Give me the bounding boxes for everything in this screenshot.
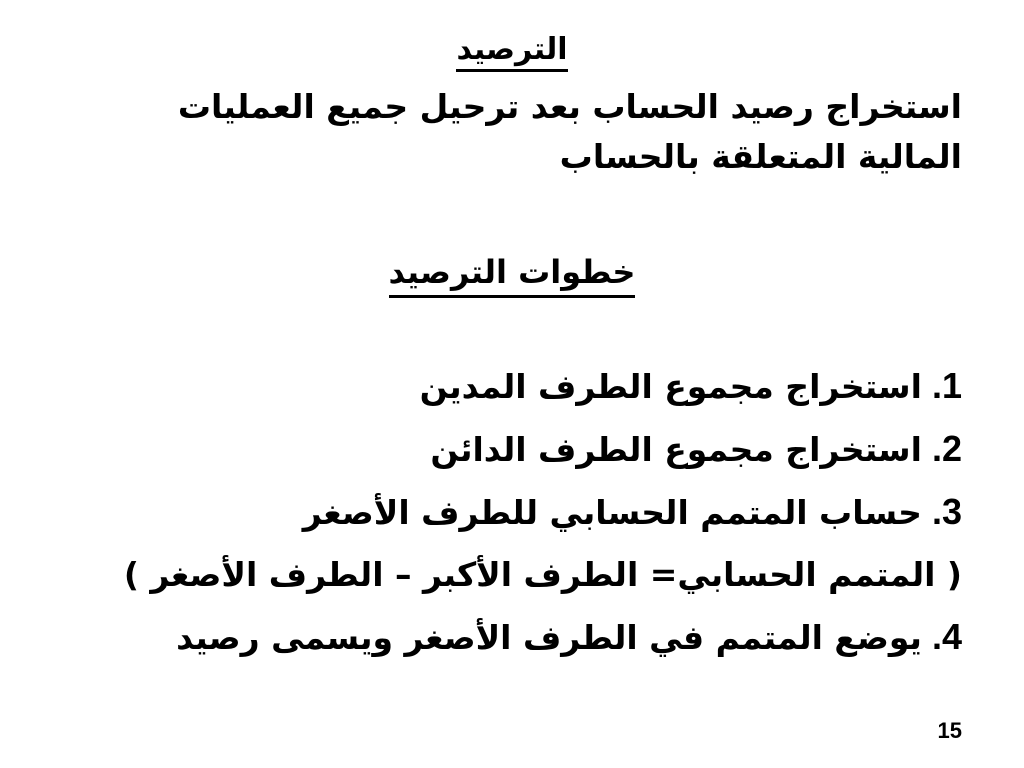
step-number: 1. <box>931 365 962 406</box>
step-item <box>62 355 962 418</box>
definition-line-1: استخراج رصيد الحساب بعد ترحيل جميع العمليات <box>177 87 962 126</box>
slide-title-text: الترصيد <box>456 32 567 72</box>
step-text: يوضع المتمم في الطرف الأصغر ويسمى رصيد <box>176 618 922 657</box>
step-text: استخراج مجموع الطرف المدين <box>419 367 922 406</box>
step-formula-text: ( المتمم الحسابي= الطرف الأكبر – الطرف الأصغر ) <box>123 555 962 594</box>
step-item <box>62 481 962 544</box>
slide-title <box>0 30 1024 70</box>
step-number: 2. <box>931 428 962 469</box>
steps-heading <box>0 250 1024 294</box>
step-number: 4. <box>931 616 962 657</box>
step-formula <box>62 544 962 606</box>
steps-list <box>62 355 962 669</box>
steps-heading-text: خطوات الترصيد <box>389 253 636 298</box>
step-text: استخراج مجموع الطرف الدائن <box>430 430 922 469</box>
definition-text <box>62 82 962 182</box>
definition-line-2: المالية المتعلقة بالحساب <box>559 137 962 176</box>
page-number: 15 <box>937 718 962 743</box>
step-item <box>62 606 962 669</box>
step-number: 3. <box>931 491 962 532</box>
step-item <box>62 418 962 481</box>
step-text: حساب المتمم الحسابي للطرف الأصغر <box>302 493 922 532</box>
